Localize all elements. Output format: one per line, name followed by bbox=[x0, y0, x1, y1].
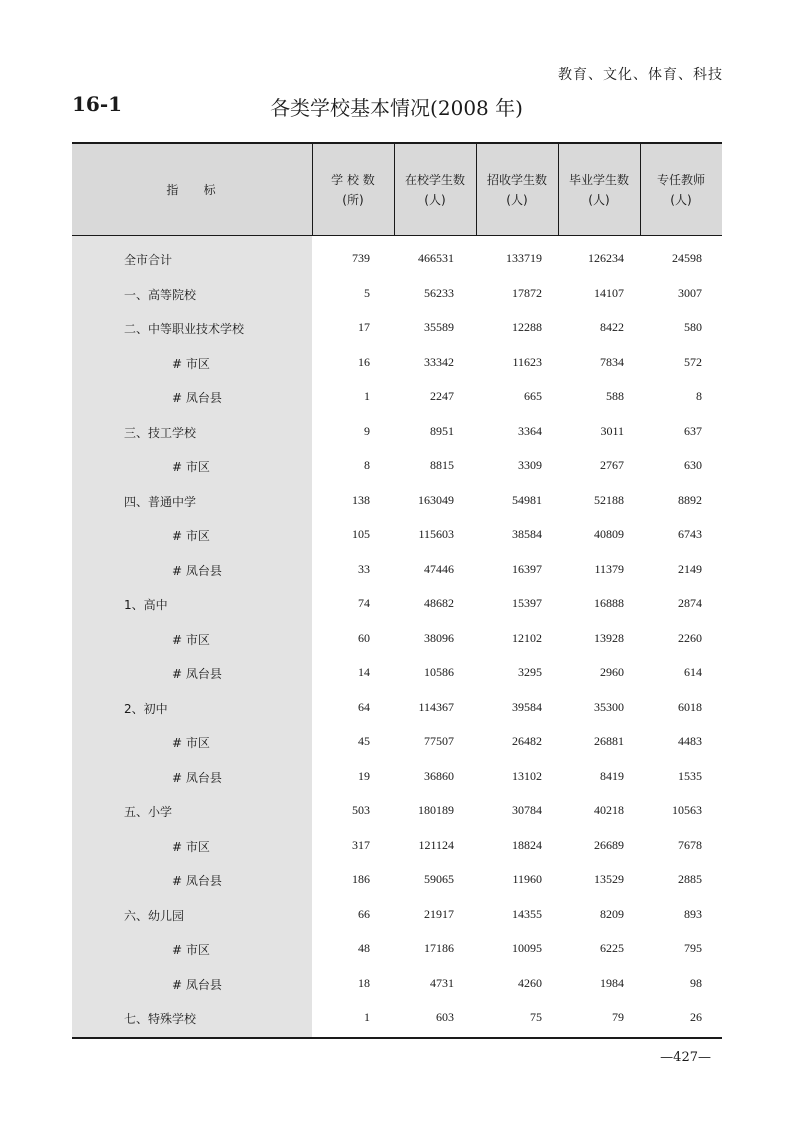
row-label: 全市合计 bbox=[124, 253, 173, 267]
row-label: 1、高中 bbox=[124, 598, 168, 612]
table-row bbox=[72, 724, 722, 759]
column-header-unit: (人) bbox=[506, 192, 528, 207]
table-cell: 8209 bbox=[600, 906, 624, 921]
row-label: 五、小学 bbox=[124, 805, 173, 819]
table-cell: 47446 bbox=[424, 561, 454, 576]
row-label: # 凤台县 bbox=[172, 391, 222, 405]
table-cell: 8 bbox=[696, 389, 702, 403]
table-cell: 77507 bbox=[424, 734, 454, 748]
table-cell: 2247 bbox=[430, 389, 454, 403]
table-cell: 503 bbox=[352, 803, 370, 817]
table-cell: 114367 bbox=[418, 699, 454, 714]
table-cell: 38096 bbox=[424, 630, 454, 645]
table-row bbox=[72, 931, 722, 966]
table-cell: 8 bbox=[364, 458, 370, 472]
row-label: # 市区 bbox=[172, 460, 210, 474]
table-body bbox=[72, 241, 722, 1035]
table-cell: 4731 bbox=[430, 975, 454, 990]
table-row bbox=[72, 828, 722, 863]
table-cell: 11960 bbox=[512, 872, 542, 886]
table-cell: 19 bbox=[358, 768, 370, 783]
table-cell: 13928 bbox=[594, 630, 624, 645]
table-cell: 2885 bbox=[678, 872, 702, 886]
table-cell: 588 bbox=[606, 389, 624, 403]
table-cell: 21917 bbox=[424, 906, 454, 921]
table-row bbox=[72, 345, 722, 380]
table-cell: 795 bbox=[684, 941, 702, 955]
column-header-label: 在校学生数 bbox=[404, 172, 465, 187]
table-cell: 9 bbox=[364, 423, 370, 438]
table-cell: 8951 bbox=[430, 423, 454, 438]
table-row bbox=[72, 241, 722, 276]
table-row bbox=[72, 966, 722, 1001]
header-bottom-rule bbox=[72, 235, 722, 236]
table-cell: 26482 bbox=[512, 734, 542, 748]
column-header-unit: (人) bbox=[588, 192, 610, 207]
table-cell: 163049 bbox=[418, 492, 454, 507]
table-row bbox=[72, 586, 722, 621]
table-row bbox=[72, 379, 722, 414]
table-row bbox=[72, 655, 722, 690]
table-cell: 133719 bbox=[506, 251, 542, 265]
table-cell: 8815 bbox=[430, 458, 454, 472]
row-label: # 市区 bbox=[172, 943, 210, 957]
table-cell: 7678 bbox=[678, 837, 702, 852]
column-header-unit: (人) bbox=[424, 192, 446, 207]
table-cell: 4260 bbox=[518, 975, 542, 990]
table-row bbox=[72, 448, 722, 483]
table-cell: 17872 bbox=[512, 285, 542, 300]
table-cell: 18824 bbox=[512, 837, 542, 852]
row-label: 七、特殊学校 bbox=[124, 1012, 197, 1026]
table-cell: 1 bbox=[364, 1010, 370, 1024]
table-cell: 138 bbox=[352, 492, 370, 507]
table-cell: 39584 bbox=[512, 699, 542, 714]
table-cell: 64 bbox=[358, 699, 370, 714]
table-cell: 11623 bbox=[512, 354, 542, 369]
table-cell: 24598 bbox=[672, 251, 702, 265]
table-cell: 33342 bbox=[424, 354, 454, 369]
column-header-unit: (所) bbox=[342, 192, 364, 207]
table-cell: 614 bbox=[684, 665, 702, 679]
table-row bbox=[72, 897, 722, 932]
table-cell: 1535 bbox=[678, 768, 702, 783]
table-cell: 79 bbox=[612, 1010, 624, 1024]
table-cell: 14355 bbox=[512, 906, 542, 921]
column-header-label: 专任教师 bbox=[656, 172, 705, 187]
table-cell: 60 bbox=[358, 630, 370, 645]
table-row bbox=[72, 621, 722, 656]
table-cell: 33 bbox=[358, 561, 370, 576]
row-label: # 凤台县 bbox=[172, 770, 222, 785]
table-cell: 45 bbox=[358, 734, 370, 748]
table-cell: 630 bbox=[684, 458, 702, 472]
table-cell: 48 bbox=[358, 941, 370, 955]
table-cell: 54981 bbox=[512, 492, 542, 507]
table-cell: 317 bbox=[352, 837, 370, 852]
table-cell: 572 bbox=[684, 354, 702, 369]
table-cell: 5 bbox=[364, 285, 370, 300]
row-label: 2、初中 bbox=[124, 701, 168, 716]
table-cell: 3011 bbox=[600, 423, 624, 438]
table-cell: 66 bbox=[358, 906, 370, 921]
column-header-unit: (人) bbox=[670, 192, 692, 207]
table-cell: 893 bbox=[684, 906, 702, 921]
table-cell: 603 bbox=[436, 1010, 454, 1024]
table-row bbox=[72, 862, 722, 897]
table-cell: 14107 bbox=[594, 285, 624, 300]
table-cell: 7834 bbox=[600, 354, 624, 369]
table-cell: 580 bbox=[684, 320, 702, 334]
table-row bbox=[72, 414, 722, 449]
table-cell: 16397 bbox=[512, 561, 542, 576]
table-cell: 3309 bbox=[518, 458, 542, 472]
row-label: # 凤台县 bbox=[172, 563, 222, 578]
row-label: 二、中等职业技术学校 bbox=[124, 322, 245, 336]
table-row bbox=[72, 1000, 722, 1035]
table-cell: 18 bbox=[358, 975, 370, 990]
row-label: # 市区 bbox=[172, 356, 210, 371]
table-cell: 17186 bbox=[424, 941, 454, 955]
table-cell: 26881 bbox=[594, 734, 624, 748]
column-header-new-students bbox=[476, 144, 558, 235]
row-label: # 市区 bbox=[172, 839, 210, 854]
row-label: # 市区 bbox=[172, 736, 210, 750]
row-label: # 凤台县 bbox=[172, 667, 222, 681]
table-cell: 35589 bbox=[424, 320, 454, 334]
table-cell: 2874 bbox=[678, 596, 702, 610]
table-cell: 35300 bbox=[594, 699, 624, 714]
table-cell: 30784 bbox=[512, 803, 542, 817]
table-cell: 40809 bbox=[594, 527, 624, 541]
table-row bbox=[72, 690, 722, 725]
table-cell: 48682 bbox=[424, 596, 454, 610]
table-cell: 105 bbox=[352, 527, 370, 541]
table-cell: 98 bbox=[690, 975, 702, 990]
table-cell: 56233 bbox=[424, 285, 454, 300]
stub-header-label: 指 标 bbox=[166, 183, 218, 197]
page-number: —427— bbox=[660, 1050, 711, 1065]
table-cell: 6018 bbox=[678, 699, 702, 714]
stub-header bbox=[72, 144, 312, 235]
table-row bbox=[72, 759, 722, 794]
table-cell: 180189 bbox=[418, 803, 454, 817]
row-label: # 凤台县 bbox=[172, 977, 222, 992]
table-cell: 13529 bbox=[594, 872, 624, 886]
section-header: 教育、文化、体育、科技 bbox=[558, 67, 723, 83]
table-row bbox=[72, 517, 722, 552]
table-row bbox=[72, 310, 722, 345]
table-cell: 74 bbox=[358, 596, 370, 610]
table-cell: 3007 bbox=[678, 285, 702, 300]
row-label: 六、幼儿园 bbox=[124, 908, 185, 923]
table-cell: 126234 bbox=[588, 251, 624, 265]
table-cell: 2260 bbox=[678, 630, 702, 645]
table-cell: 16888 bbox=[594, 596, 624, 610]
table-cell: 13102 bbox=[512, 768, 542, 783]
table-cell: 10586 bbox=[424, 665, 454, 679]
row-label: 一、高等院校 bbox=[124, 287, 197, 302]
table-cell: 10563 bbox=[672, 803, 702, 817]
table-cell: 1 bbox=[364, 389, 370, 403]
table-cell: 8422 bbox=[600, 320, 624, 334]
table-cell: 3364 bbox=[518, 423, 542, 438]
table-cell: 16 bbox=[358, 354, 370, 369]
table-cell: 52188 bbox=[594, 492, 624, 507]
row-label: # 市区 bbox=[172, 632, 210, 647]
table-number: 16-1 bbox=[72, 92, 123, 116]
table-cell: 40218 bbox=[594, 803, 624, 817]
table-cell: 17 bbox=[358, 320, 370, 334]
table-cell: 665 bbox=[524, 389, 542, 403]
table-cell: 12102 bbox=[512, 630, 542, 645]
table-cell: 14 bbox=[358, 665, 370, 679]
table-cell: 8419 bbox=[600, 768, 624, 783]
row-label: 四、普通中学 bbox=[124, 494, 197, 509]
table-cell: 739 bbox=[352, 251, 370, 265]
row-label: # 凤台县 bbox=[172, 874, 222, 888]
table-cell: 26 bbox=[690, 1010, 702, 1024]
table-cell: 59065 bbox=[424, 872, 454, 886]
table-cell: 2149 bbox=[678, 561, 702, 576]
page-title: 各类学校基本情况(2008 年) bbox=[270, 96, 523, 120]
table-cell: 637 bbox=[684, 423, 702, 438]
table-cell: 121124 bbox=[418, 837, 454, 852]
table-cell: 466531 bbox=[418, 251, 454, 265]
table-row bbox=[72, 276, 722, 311]
table-cell: 6225 bbox=[600, 941, 624, 955]
table-cell: 115603 bbox=[418, 527, 454, 541]
column-header-schools bbox=[312, 144, 394, 235]
table-cell: 8892 bbox=[678, 492, 702, 507]
table-cell: 12288 bbox=[512, 320, 542, 334]
column-header-label: 毕业学生数 bbox=[568, 172, 629, 187]
table-cell: 36860 bbox=[424, 768, 454, 783]
table-cell: 186 bbox=[352, 872, 370, 886]
table-cell: 26689 bbox=[594, 837, 624, 852]
column-header-teachers bbox=[640, 144, 722, 235]
table-cell: 2960 bbox=[600, 665, 624, 679]
table-row bbox=[72, 483, 722, 518]
table-cell: 6743 bbox=[678, 527, 702, 541]
table-cell: 3295 bbox=[518, 665, 542, 679]
table-cell: 1984 bbox=[600, 975, 624, 990]
row-label: 三、技工学校 bbox=[124, 425, 197, 440]
table-cell: 4483 bbox=[678, 734, 702, 748]
table-bottom-rule bbox=[72, 1037, 722, 1039]
column-header-enrollment bbox=[394, 144, 476, 235]
table-row bbox=[72, 793, 722, 828]
column-header-graduates bbox=[558, 144, 640, 235]
table-cell: 11379 bbox=[594, 561, 624, 576]
table-row bbox=[72, 552, 722, 587]
table-cell: 10095 bbox=[512, 941, 542, 955]
column-header-label: 学 校 数 bbox=[331, 172, 375, 187]
row-label: # 市区 bbox=[172, 529, 210, 543]
column-header-label: 招收学生数 bbox=[486, 172, 547, 187]
table-cell: 2767 bbox=[600, 458, 624, 472]
table-cell: 75 bbox=[530, 1010, 542, 1024]
table-cell: 15397 bbox=[512, 596, 542, 610]
table-cell: 38584 bbox=[512, 527, 542, 541]
